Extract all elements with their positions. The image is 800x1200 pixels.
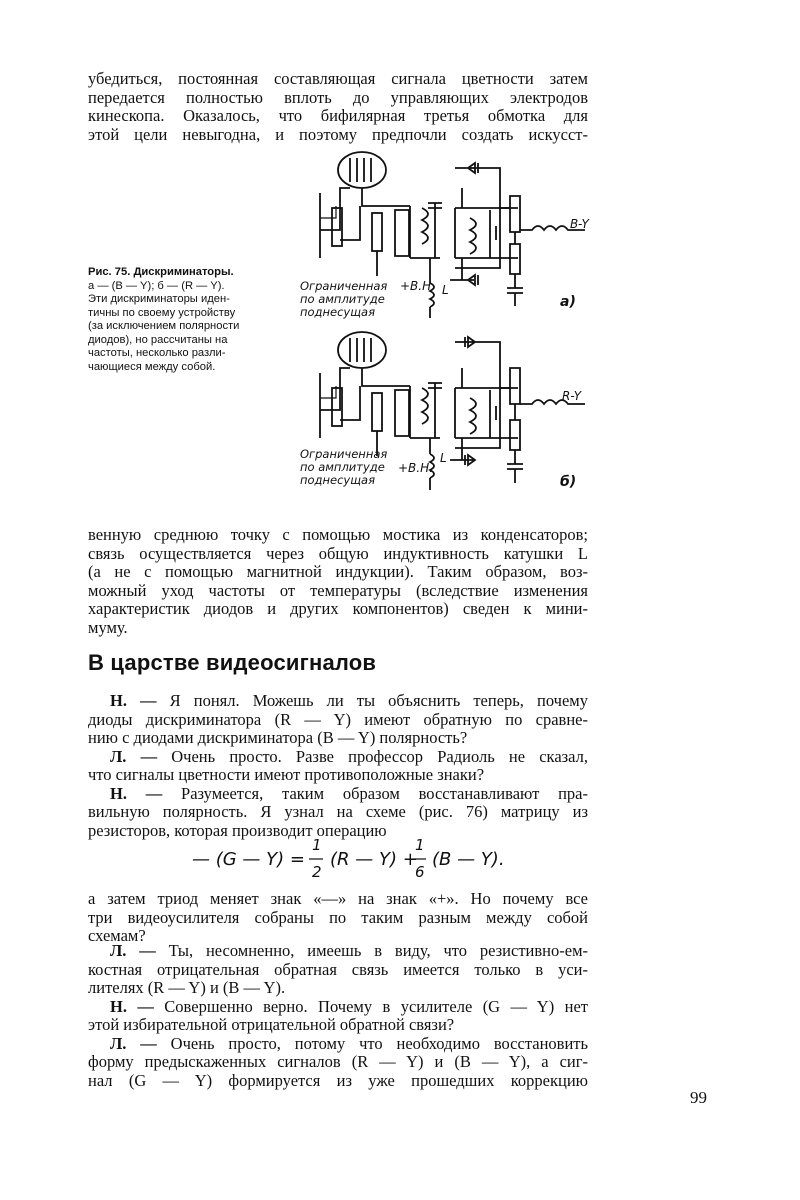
limiter-label-line: по амплитуде <box>300 292 385 306</box>
dialogue-block <box>88 942 588 1090</box>
output-label: R-Y <box>562 389 582 403</box>
limiter-label-line: Ограниченная <box>300 279 388 293</box>
figure-caption <box>88 266 293 374</box>
caption-line: чающиеся между собой. <box>88 360 216 373</box>
text-line: венную среднюю точку с помощью мостика из конденсаторов; <box>88 525 588 544</box>
dialogue-line <box>88 942 588 961</box>
supply-label: +В.Н. <box>400 279 435 293</box>
top-paragraph <box>88 70 588 144</box>
dialogue-line <box>88 785 588 804</box>
dialogue-line: резисторов, которая производит операцию <box>88 820 387 840</box>
dialogue-text: Я понял. Можешь ли ты объяснить теперь, почему <box>169 691 588 710</box>
text-line: передается полностью вплоть до управляющих электродов <box>88 87 588 107</box>
dialogue-line: форму предыскаженных сигналов (R — Y) и (B — Y), а сиг- <box>88 1052 588 1071</box>
dialogue-text: Ты, несомненно, имеешь в виду, что резистивно-ем- <box>168 941 589 960</box>
fraction-denominator: 2 <box>312 863 322 881</box>
formula-lhs: — (G — Y) = <box>192 849 305 870</box>
caption-line: Эти дискриминаторы иден- <box>88 293 230 305</box>
text-line: (а не с помощью магнитной индукции). Таким образом, воз- <box>88 562 588 581</box>
limiter-label-line: Ограниченная <box>300 447 388 461</box>
dialogue-line: нал (G — Y) формируется из уже прошедших коррекцию <box>88 1070 588 1090</box>
section-heading: В царстве видеосигналов <box>88 650 377 675</box>
text-line: муму. <box>88 617 128 637</box>
fraction-denominator: 6 <box>415 863 425 881</box>
speaker: Л. — <box>110 1033 157 1053</box>
mid-paragraph <box>88 526 588 637</box>
dialogue-text: Очень просто, потому что необходимо восстановить <box>170 1033 589 1053</box>
page-number: 99 <box>690 1088 707 1107</box>
dialogue-text: Совершенно верно. Почему в усилителе (G — Y) нет <box>164 996 588 1016</box>
dialogue-text: Очень просто. Разве профессор Радиоль не сказал, <box>171 746 588 766</box>
text-line: кинескопа. Оказалось, что бифилярная третья обмотка для <box>88 106 588 125</box>
caption-line: тичны по своему устройству <box>88 306 236 319</box>
dialogue-line <box>88 1035 588 1054</box>
caption-line: диодов), но рассчитаны на <box>88 333 228 346</box>
speaker: Л. — <box>110 941 156 960</box>
after-formula-paragraph <box>88 890 588 946</box>
text-line: этой цели невыгодна, и поэтому предпочли создать искусст- <box>88 124 588 144</box>
dialogue-line <box>88 998 588 1017</box>
caption-title: Рис. 75. Дискриминаторы. <box>88 266 234 278</box>
speaker: Н. — <box>110 691 157 710</box>
limiter-label-line: поднесущая <box>300 473 376 487</box>
dialogue-line: этой избирательной отрицательной обратной связи? <box>88 1015 455 1034</box>
output-label: B-Y <box>570 217 589 231</box>
coil-label: L <box>442 283 449 297</box>
circuit-diagram-a <box>300 148 600 326</box>
text-line: а затем триод меняет знак «—» на знак «+». Но почему все <box>88 889 588 908</box>
speaker: Н. — <box>110 783 163 803</box>
speaker: Л. — <box>110 746 158 766</box>
dialogue-line <box>88 692 588 711</box>
dialogue-line: нию с диодами дискриминатора (B — Y) полярность? <box>88 728 468 747</box>
speaker: Н. — <box>110 996 154 1016</box>
text-line: убедиться, постоянная составляющая сигнала цветности затем <box>88 69 588 88</box>
caption-line: (за исключением полярности <box>88 320 240 332</box>
coil-label: L <box>440 451 447 465</box>
limiter-label-line: по амплитуде <box>300 460 385 474</box>
text-line: можный уход частоты от температуры (вследствие изменения <box>88 580 588 600</box>
supply-label: +В.Н. <box>398 461 433 475</box>
panel-letter: б) <box>560 474 577 490</box>
fraction-numerator: 1 <box>312 836 322 854</box>
formula <box>0 832 800 892</box>
circuit-diagram-b <box>300 328 600 498</box>
caption-line: а — (B — Y); б — (R — Y). <box>88 279 225 292</box>
formula-term: (B — Y). <box>432 849 505 870</box>
limiter-label-line: поднесущая <box>300 305 376 319</box>
panel-letter: а) <box>560 294 576 310</box>
text-line: связь осуществляется через общую индуктивность катушки L <box>88 543 588 563</box>
dialogue-line: вильную полярность. Я узнал на схеме (рис. 76) матрицу из <box>88 802 588 821</box>
dialogue-line: что сигналы цветности имеют противоположные знаки? <box>88 765 485 784</box>
dialogue-text: Разумеется, таким образом восстанавливают пра- <box>181 783 588 803</box>
text-line: характеристик диодов и других компонентов) сведен к мини- <box>88 599 588 618</box>
dialogue-line: костная отрицательная обратная связь имеется только в уси- <box>88 959 588 979</box>
fraction-numerator: 1 <box>415 836 425 854</box>
dialogue-line: лителях (R — Y) и (B — Y). <box>88 978 286 997</box>
formula-term: (R — Y) + <box>330 849 418 870</box>
dialogue-block <box>88 692 588 840</box>
dialogue-line: диоды дискриминатора (R — Y) имеют обратную по сравне- <box>88 709 588 729</box>
text-line: схемам? <box>88 926 146 945</box>
text-line: три видеоусилителя собраны по таким разным между собой <box>88 907 588 927</box>
caption-line: частоты, несколько разли- <box>88 347 226 359</box>
dialogue-line <box>88 748 588 767</box>
